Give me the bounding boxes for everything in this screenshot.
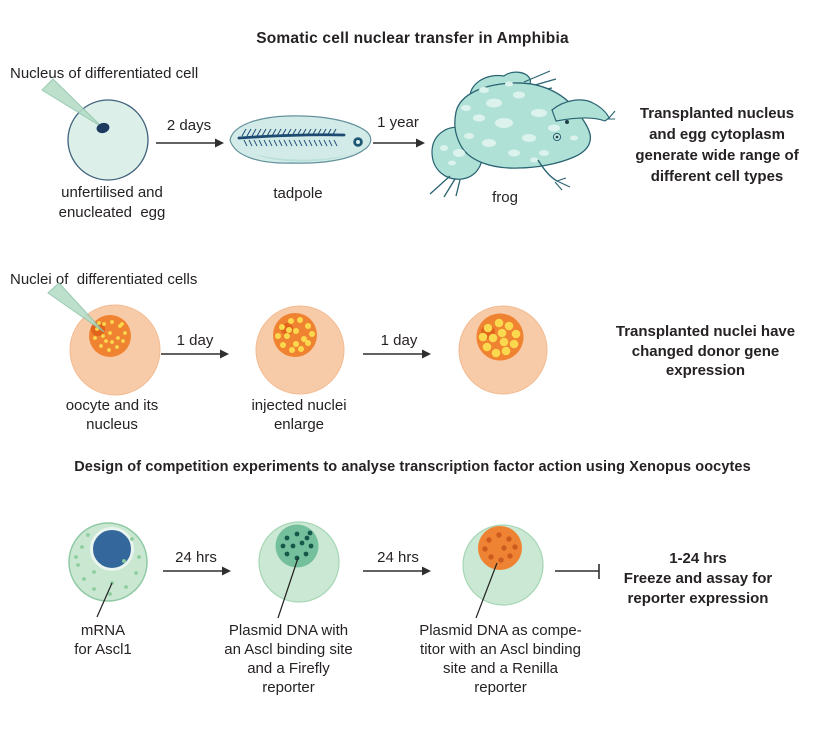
- frog-toes-bottom-right: [555, 178, 570, 190]
- arrow-label-1-year: 1 year: [377, 114, 419, 131]
- frog-illustration: [424, 68, 616, 198]
- tadpole-body: [230, 116, 371, 163]
- renilla-plasmid-cell-illustration: [460, 523, 552, 625]
- firefly-plasmid-caption: Plasmid DNA with an Ascl binding site and a Firefly reporter: [224, 622, 353, 696]
- oocyte-3-illustration: [457, 304, 549, 396]
- row1-note: Transplanted nucleus and egg cytoplasm generate wide range of different cell types: [635, 105, 799, 185]
- egg-caption: unfertilised and enucleated egg: [58, 184, 166, 221]
- mrna-cell-illustration: [64, 517, 156, 625]
- tadpole-caption: tadpole: [273, 185, 323, 202]
- arrow-1-year-icon: [372, 136, 426, 150]
- firefly-plasmid-cell-illustration: [255, 520, 347, 624]
- section2-title: Design of competition experiments to analyse transcription factor action using Xenopus oocytes: [74, 459, 751, 475]
- pipette-icon: [48, 283, 104, 332]
- frog-eye-small: [565, 120, 569, 124]
- blue-nucleus: [92, 529, 133, 570]
- row2-callout-nuclei-of-differentiated-cells: Nuclei of differentiated cells: [10, 271, 198, 288]
- arrow-1-day-a-icon: [160, 347, 230, 361]
- row3-note: 1-24 hrs Freeze and assay for reporter expression: [623, 550, 773, 607]
- frog-caption: frog: [492, 189, 518, 206]
- arrow-label-1-day-b: 1 day: [380, 332, 418, 349]
- arrow-label-24-hrs-b: 24 hrs: [377, 549, 419, 566]
- arrow-label-2-days: 2 days: [166, 117, 212, 134]
- tadpole-illustration: [224, 110, 376, 168]
- arrow-label-1-day-a: 1 day: [176, 332, 214, 349]
- oocyte-2-illustration: [254, 304, 346, 396]
- main-title: Somatic cell nuclear transfer in Amphibia: [256, 30, 569, 47]
- mrna-caption: mRNA for Ascl1: [74, 622, 132, 658]
- oocyte-1-caption: oocyte and its nucleus: [65, 397, 159, 433]
- arrow-24-hrs-b-icon: [362, 564, 432, 578]
- row2-note: Transplanted nuclei have changed donor gene expression: [615, 323, 796, 379]
- renilla-plasmid-caption: Plasmid DNA as compe- titor with an Ascl binding site and a Renilla reporter: [419, 622, 582, 696]
- t-bar-stop-line-icon: [554, 562, 604, 582]
- arrow-1-day-b-icon: [362, 347, 432, 361]
- row1-callout-nucleus-of-differentiated-cell: Nucleus of differentiated cell: [10, 65, 199, 82]
- arrow-label-24-hrs-a: 24 hrs: [175, 549, 217, 566]
- arrow-24-hrs-a-icon: [162, 564, 232, 578]
- arrow-2-days-icon: [155, 136, 225, 150]
- oocyte-2-caption: injected nuclei enlarge: [251, 397, 347, 433]
